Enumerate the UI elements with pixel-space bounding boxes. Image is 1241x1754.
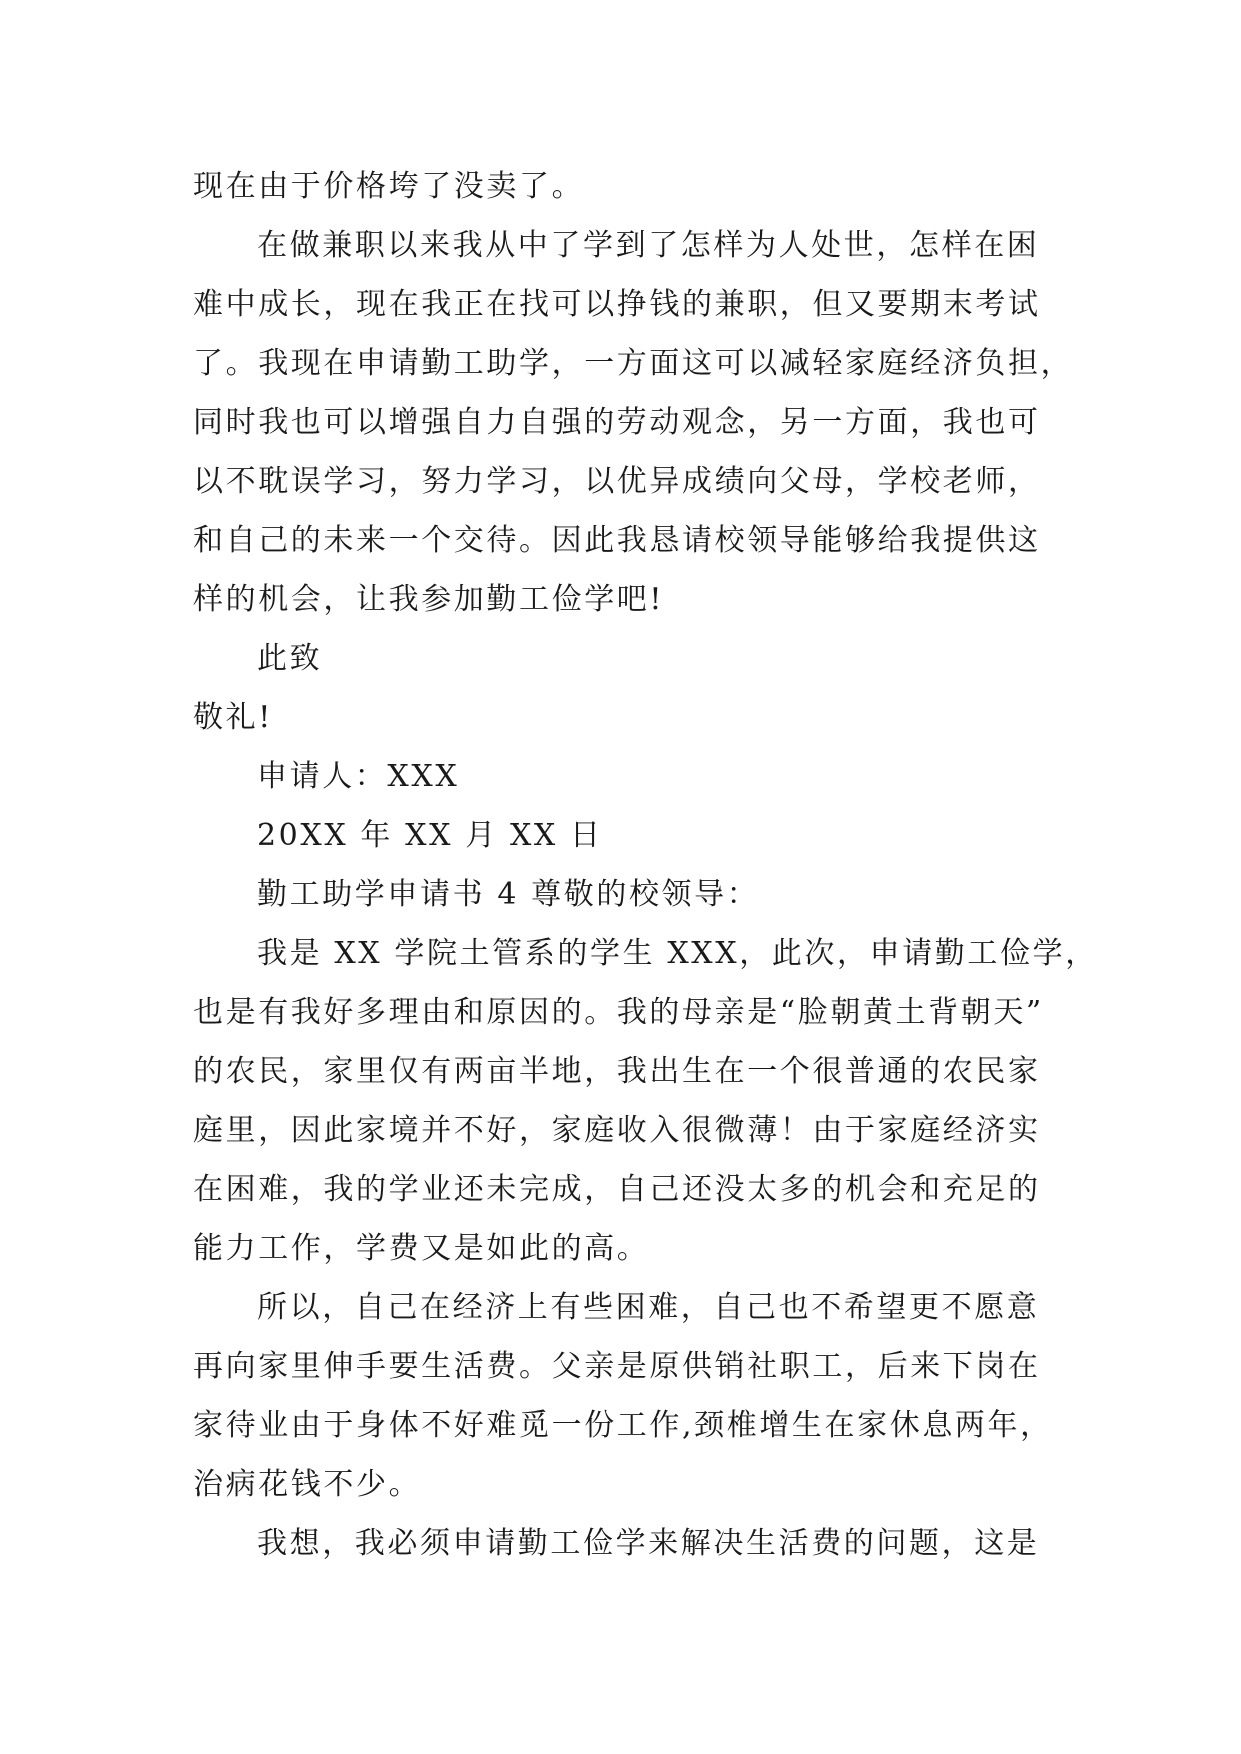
text-line: 同时我也可以增强自力自强的劳动观念，另一方面，我也可 bbox=[193, 405, 1041, 440]
text-line: 也是有我好多理由和原因的。我的母亲是“脸朝黄土背朝天” bbox=[193, 995, 1044, 1030]
text-line: 敬礼! bbox=[193, 700, 273, 735]
text-line: 以不耽误学习，努力学习，以优异成绩向父母，学校老师， bbox=[193, 464, 1041, 499]
text-line: 庭里，因此家境并不好，家庭收入很微薄！由于家庭经济实 bbox=[193, 1113, 1041, 1148]
text-line: 勤工助学申请书 4 尊敬的校领导： bbox=[257, 877, 760, 912]
text-line: 我想，我必须申请勤工俭学来解决生活费的问题，这是 bbox=[257, 1526, 1040, 1561]
text-line: 我是 XX 学院土管系的学生 XXX，此次，申请勤工俭学， bbox=[257, 936, 1098, 971]
text-line: 样的机会，让我参加勤工俭学吧! bbox=[193, 582, 665, 617]
text-line: 和自己的未来一个交待。因此我恳请校领导能够给我提供这 bbox=[193, 523, 1041, 558]
text-line: 在困难，我的学业还未完成，自己还没太多的机会和充足的 bbox=[193, 1172, 1041, 1207]
text-line: 的农民，家里仅有两亩半地，我出生在一个很普通的农民家 bbox=[193, 1054, 1041, 1089]
text-line: 家待业由于身体不好难觅一份工作,颈椎增生在家休息两年， bbox=[193, 1408, 1053, 1443]
text-line: 治病花钱不少。 bbox=[193, 1467, 422, 1502]
text-line: 了。我现在申请勤工助学，一方面这可以减轻家庭经济负担， bbox=[193, 346, 1074, 381]
text-line: 20XX 年 XX 月 XX 日 bbox=[257, 818, 603, 853]
document-body bbox=[193, 157, 1098, 1573]
text-line: 此致 bbox=[257, 641, 323, 676]
text-line: 再向家里伸手要生活费。父亲是原供销社职工，后来下岗在 bbox=[193, 1349, 1041, 1384]
text-line: 能力工作，学费又是如此的高。 bbox=[193, 1231, 650, 1266]
text-line: 在做兼职以来我从中了学到了怎样为人处世，怎样在困 bbox=[257, 228, 1040, 263]
text-line: 难中成长，现在我正在找可以挣钱的兼职，但又要期末考试 bbox=[193, 287, 1041, 322]
text-line: 现在由于价格垮了没卖了。 bbox=[193, 169, 585, 204]
text-line: 申请人：XXX bbox=[257, 759, 460, 794]
text-line: 所以，自己在经济上有些困难，自己也不希望更不愿意 bbox=[257, 1290, 1040, 1325]
